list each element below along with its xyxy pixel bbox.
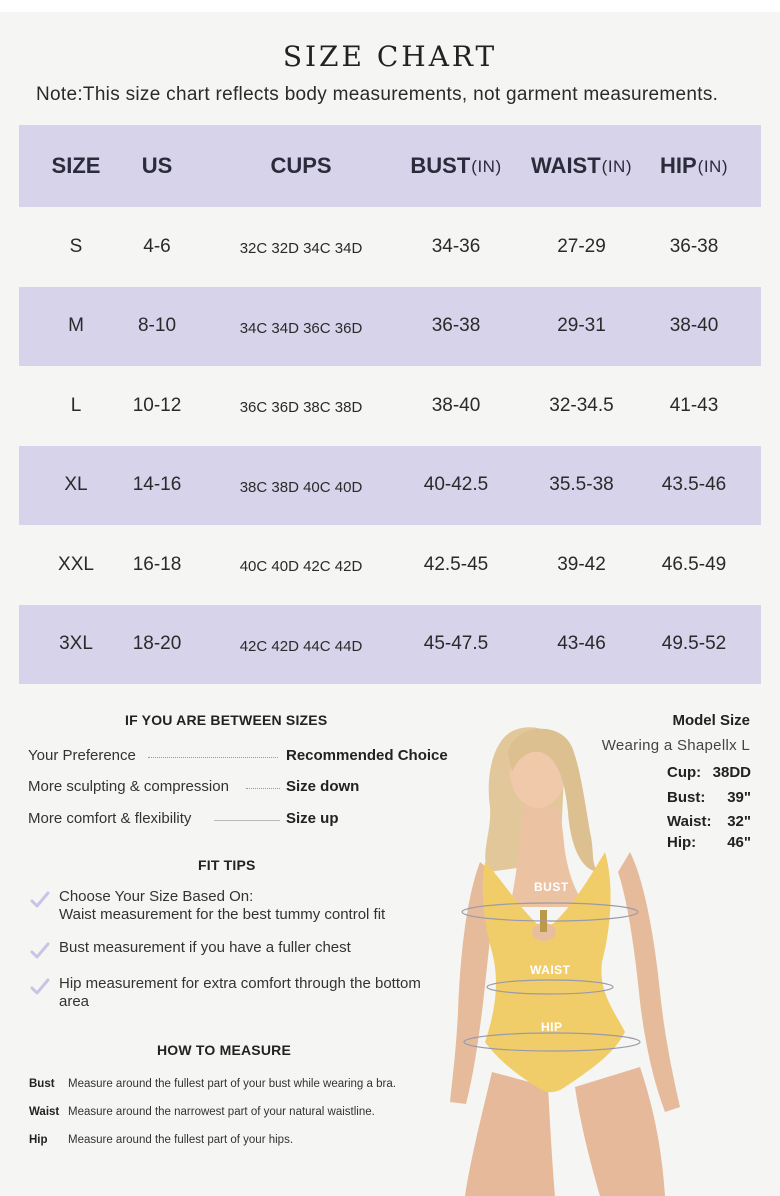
cell-size: 3XL bbox=[59, 633, 93, 655]
preference-label: Your Preference bbox=[28, 747, 136, 764]
unit-label: (IN) bbox=[601, 157, 632, 176]
preference-label: More comfort & flexibility bbox=[28, 810, 192, 827]
cell-bust: 34-36 bbox=[431, 235, 481, 257]
fit-tip-text: Choose Your Size Based On: Waist measurement for the best tummy control fit bbox=[59, 888, 386, 923]
cell-cups: 34C 34D 36C 36D bbox=[239, 319, 363, 337]
measure-key: Hip bbox=[29, 1134, 48, 1146]
preference-label: More sculpting & compression bbox=[28, 778, 229, 795]
fit-tip-item bbox=[30, 975, 450, 1015]
cell-size: XXL bbox=[58, 553, 94, 575]
table-row bbox=[19, 287, 761, 367]
model-wearing: Wearing a Shapellx L bbox=[601, 737, 750, 754]
preference-value: Recommended Choice bbox=[286, 747, 448, 764]
header-cups: CUPS bbox=[270, 153, 332, 178]
cell-us: 10-12 bbox=[132, 394, 182, 416]
checkmark-icon bbox=[30, 942, 50, 960]
cell-cups: 40C 40D 42C 42D bbox=[239, 558, 363, 576]
unit-label: (IN) bbox=[471, 157, 502, 176]
cell-bust: 42.5-45 bbox=[423, 553, 489, 575]
table-header-row bbox=[19, 125, 761, 207]
fit-tip-text: Bust measurement if you have a fuller chest bbox=[59, 939, 351, 956]
fit-tip-item bbox=[30, 939, 450, 959]
cell-us: 14-16 bbox=[132, 474, 182, 496]
cell-hip: 46.5-49 bbox=[661, 553, 727, 575]
model-stat-hip: Hip: 46" bbox=[667, 834, 751, 851]
cell-size: M bbox=[68, 315, 84, 337]
leader-dots bbox=[148, 757, 278, 758]
model-size-title: Model Size bbox=[672, 712, 750, 729]
header-hip: HIP (IN) bbox=[659, 153, 728, 178]
figure-label-hip: HIP bbox=[541, 1020, 563, 1034]
preference-value: Size down bbox=[286, 778, 360, 795]
model-stat-bust: Bust: 39" bbox=[667, 789, 751, 806]
cell-us: 4-6 bbox=[143, 235, 171, 257]
measure-key: Waist bbox=[29, 1106, 60, 1118]
table-row bbox=[19, 525, 761, 605]
cell-bust: 45-47.5 bbox=[423, 633, 489, 655]
fit-tip-text: Hip measurement for extra comfort through the bottom area bbox=[59, 975, 421, 1010]
cell-hip: 41-43 bbox=[669, 394, 719, 416]
leader-dots bbox=[246, 788, 280, 789]
cell-size: XL bbox=[64, 474, 88, 496]
header-bust: BUST (IN) bbox=[410, 153, 502, 178]
fit-tips-heading: FIT TIPS bbox=[198, 857, 256, 873]
cell-bust: 36-38 bbox=[431, 315, 481, 337]
unit-label: (IN) bbox=[697, 157, 728, 176]
table-row bbox=[19, 366, 761, 446]
cell-hip: 36-38 bbox=[669, 235, 719, 257]
checkmark-icon bbox=[30, 891, 50, 909]
header-us: US bbox=[141, 153, 173, 178]
preference-row bbox=[28, 810, 458, 832]
table-body bbox=[19, 207, 761, 684]
cell-waist: 27-29 bbox=[557, 235, 606, 257]
figure-label-bust: BUST bbox=[534, 880, 569, 894]
cell-hip: 38-40 bbox=[669, 315, 719, 337]
cell-cups: 36C 36D 38C 38D bbox=[239, 399, 363, 417]
measurement-note: Note:This size chart reflects body measurements, not garment measurements. bbox=[36, 84, 719, 105]
cell-cups: 32C 32D 34C 34D bbox=[239, 240, 363, 258]
measure-key: Bust bbox=[29, 1078, 55, 1090]
preference-row bbox=[28, 747, 458, 769]
cell-us: 16-18 bbox=[132, 553, 182, 575]
cell-cups: 42C 42D 44C 44D bbox=[239, 637, 363, 655]
cell-hip: 49.5-52 bbox=[661, 633, 727, 655]
model-stat-waist: Waist: 32" bbox=[667, 813, 751, 830]
cell-us: 18-20 bbox=[132, 633, 182, 655]
checkmark-icon bbox=[30, 978, 50, 996]
measure-text: Measure around the fullest part of your hips. bbox=[68, 1134, 294, 1146]
cell-waist: 29-31 bbox=[557, 315, 606, 337]
table-row bbox=[19, 207, 761, 287]
cell-waist: 43-46 bbox=[557, 633, 606, 655]
cell-size: L bbox=[70, 394, 82, 416]
measure-text: Measure around the narrowest part of your natural waistline. bbox=[68, 1106, 375, 1118]
size-chart-page bbox=[0, 12, 780, 1196]
cell-waist: 32-34.5 bbox=[549, 394, 614, 416]
model-stat-cup: Cup: 38DD bbox=[667, 764, 751, 781]
cell-waist: 39-42 bbox=[557, 553, 606, 575]
cell-bust: 38-40 bbox=[431, 394, 481, 416]
cell-waist: 35.5-38 bbox=[549, 474, 614, 496]
fit-tip-item bbox=[30, 888, 450, 928]
header-waist: WAIST (IN) bbox=[531, 153, 632, 178]
figure-label-waist: WAIST bbox=[530, 963, 571, 977]
preference-row bbox=[28, 778, 458, 800]
model-figure bbox=[440, 712, 700, 1196]
cell-bust: 40-42.5 bbox=[423, 474, 489, 496]
measure-text: Measure around the fullest part of your bust while wearing a bra. bbox=[68, 1078, 396, 1090]
table-row bbox=[19, 446, 761, 526]
cell-hip: 43.5-46 bbox=[661, 474, 727, 496]
cell-us: 8-10 bbox=[137, 315, 177, 337]
header-size: SIZE bbox=[51, 153, 101, 178]
size-table bbox=[19, 125, 761, 684]
between-sizes-heading: IF YOU ARE BETWEEN SIZES bbox=[125, 712, 328, 728]
preference-value: Size up bbox=[286, 810, 339, 827]
cell-size: S bbox=[69, 235, 83, 257]
cell-cups: 38C 38D 40C 40D bbox=[239, 478, 363, 496]
table-row bbox=[19, 605, 761, 685]
how-to-measure-heading: HOW TO MEASURE bbox=[157, 1042, 291, 1058]
page-title: SIZE CHART bbox=[282, 40, 498, 73]
leader-line bbox=[214, 820, 280, 821]
